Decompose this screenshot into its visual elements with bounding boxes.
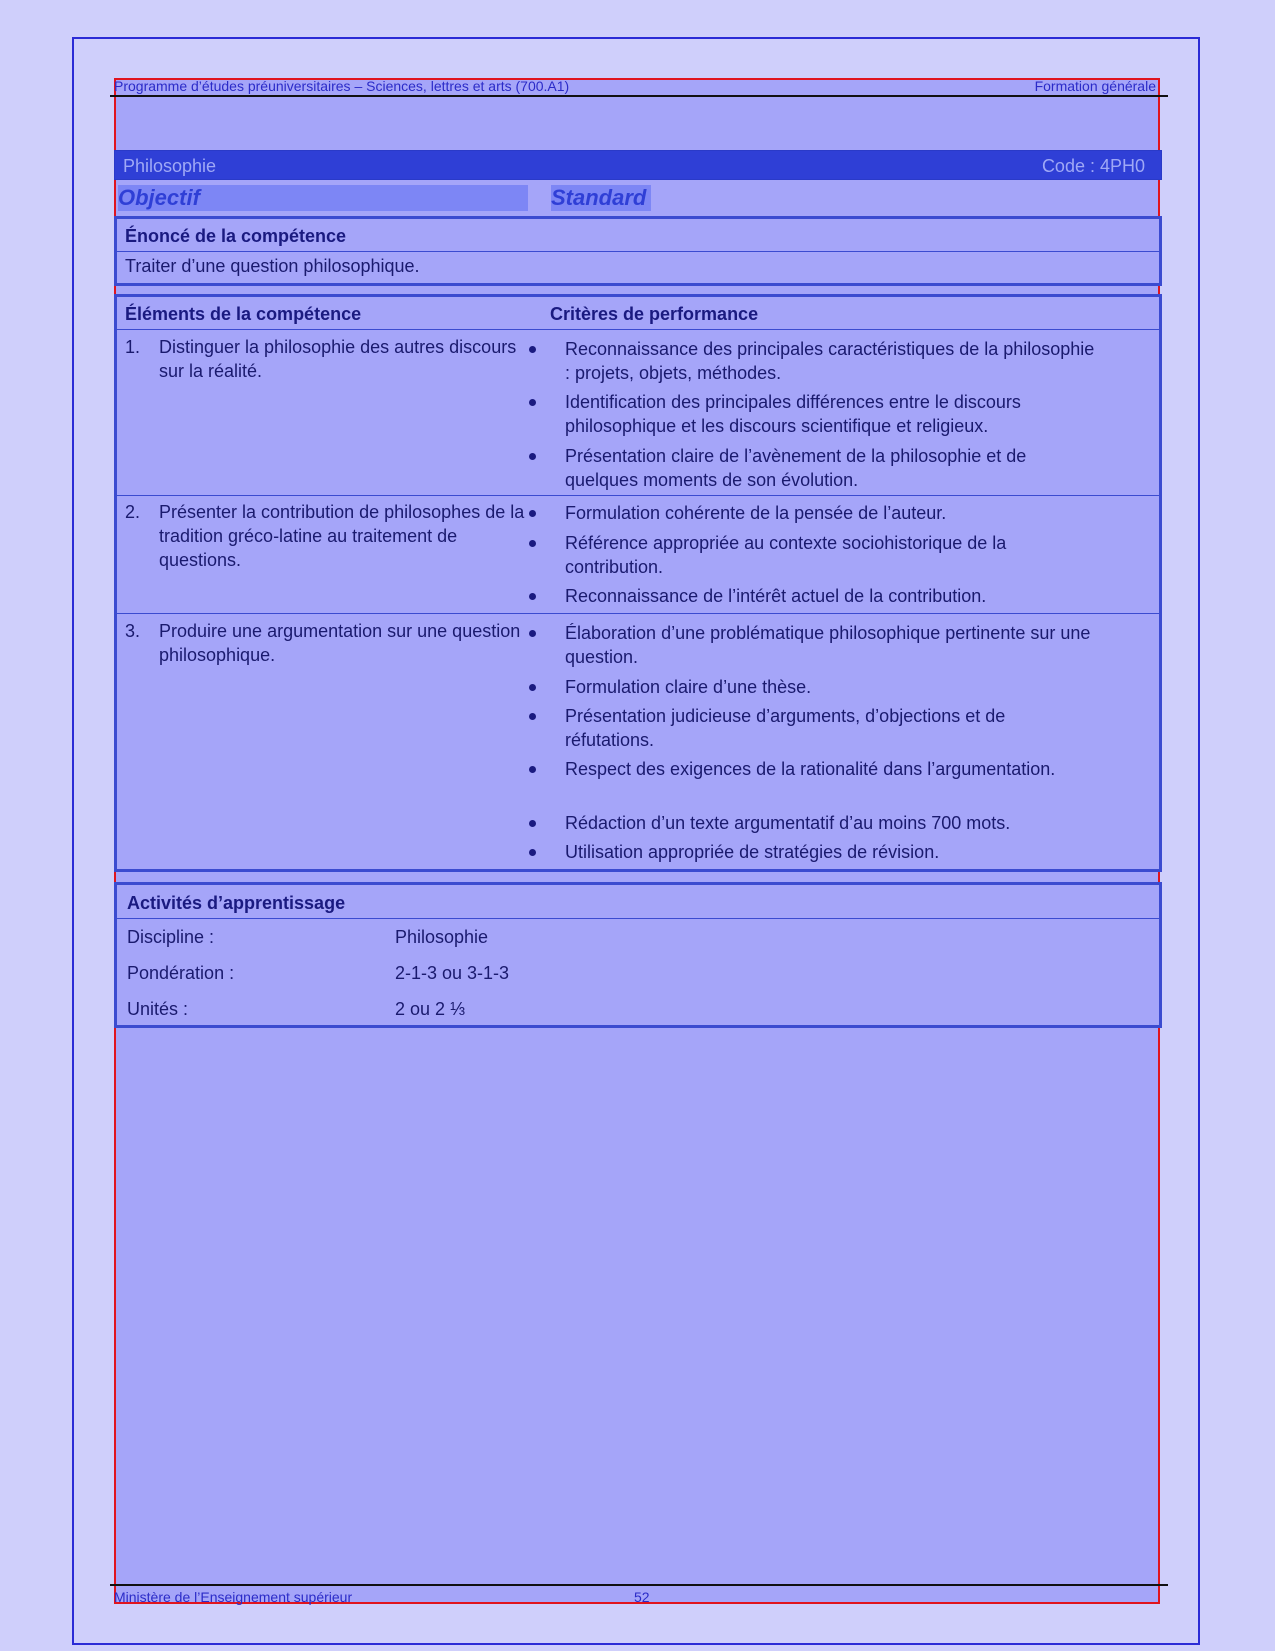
running-footer [114,1589,1160,1605]
bullet-icon [529,593,536,600]
criterion [529,811,1089,835]
course-title: Philosophie [123,156,217,176]
element-number: 3. [125,621,141,641]
enonce-text: Traiter d’une question philosophique. [125,256,420,276]
bullet-icon [529,684,536,691]
criterion-text: Utilisation appropriée de stratégies de révision. [565,842,940,862]
criterion-text: Formulation claire d’une thèse. [565,677,812,697]
bullet-icon [529,399,536,406]
unites-value: 2 ou 2 ⅓ [395,999,466,1019]
criterion-text: Reconnaissance des principales caractéristiques de la philosophie : projets, objets, méthodes. [565,339,1095,383]
element-number: 1. [125,337,141,357]
enonce-heading: Énoncé de la compétence [125,226,347,246]
divider [117,918,1159,919]
criterion [529,501,1089,525]
divider [117,495,1159,496]
criterion-text: Identification des principales différences entre le discours philosophique et les discours scientifique et religieux. [565,392,1021,436]
discipline-value: Philosophie [395,927,489,947]
section-title: Formation générale [1034,78,1156,94]
criterion [529,840,1089,864]
criterion-text: Référence appropriée au contexte sociohistorique de la contribution. [565,533,1007,577]
objectif-heading: Objectif [118,185,528,211]
element-text: Distinguer la philosophie des autres discours sur la réalité. [159,337,517,381]
course-title-bar [114,150,1162,180]
bullet-icon [529,849,536,856]
unites-label: Unités : [127,999,189,1019]
element-3 [125,619,525,669]
criterion [529,444,1089,492]
footer-rule [110,1584,1168,1586]
enonce-box [114,216,1162,286]
elements-box [114,294,1162,872]
activities-box [114,882,1162,1028]
bullet-icon [529,510,536,517]
criterion [529,621,1089,669]
divider [117,251,1159,252]
ponderation-value: 2-1-3 ou 3-1-3 [395,963,510,983]
page-number: 52 [634,1589,650,1605]
ponderation-label: Pondération : [127,963,235,983]
bullet-icon [529,453,536,460]
discipline-label: Discipline : [127,927,215,947]
criterion-text: Présentation claire de l’avènement de la philosophie et de quelques moments de son évolution. [565,446,1027,490]
criterion [529,390,1089,438]
bullet-icon [529,346,536,353]
course-code: Code : 4PH0 [1041,156,1145,176]
criterion-text: Formulation cohérente de la pensée de l’auteur. [565,503,947,523]
element-text: Présenter la contribution de philosophes de la tradition gréco-latine au traitement de questions. [159,502,525,570]
divider [117,613,1159,614]
criteria-heading: Critères de performance [550,304,759,324]
divider [117,329,1159,330]
activities-heading: Activités d’apprentissage [127,893,346,913]
bullet-icon [529,766,536,773]
criterion [529,584,1089,608]
bullet-icon [529,713,536,720]
element-2 [125,500,525,574]
criterion-text: Élaboration d’une problématique philosophique pertinente sur une question. [565,623,1091,667]
criterion [529,675,1089,699]
criterion-text: Respect des exigences de la rationalité dans l’argumentation. [565,759,1056,779]
criterion-text: Rédaction d’un texte argumentatif d’au moins 700 mots. [565,813,1011,833]
elements-heading: Éléments de la compétence [125,304,362,324]
element-text: Produire une argumentation sur une question philosophique. [159,621,521,665]
standard-heading: Standard [551,185,651,211]
header-rule [110,95,1168,97]
criterion [529,704,1089,752]
bullet-icon [529,630,536,637]
program-title: Programme d’études préuniversitaires – Sciences, lettres et arts (700.A1) [114,78,570,94]
objective-standard-row [114,184,1162,214]
criterion [529,337,1095,385]
element-1 [125,335,525,385]
element-number: 2. [125,502,141,522]
criterion-text: Présentation judicieuse d’arguments, d’objections et de réfutations. [565,706,1006,750]
criterion [529,531,1089,579]
ministry-name: Ministère de l’Enseignement supérieur [114,1589,353,1605]
bullet-icon [529,540,536,547]
criterion [529,757,1089,805]
bullet-icon [529,820,536,827]
criterion-text: Reconnaissance de l’intérêt actuel de la contribution. [565,586,987,606]
running-header [114,78,1160,94]
